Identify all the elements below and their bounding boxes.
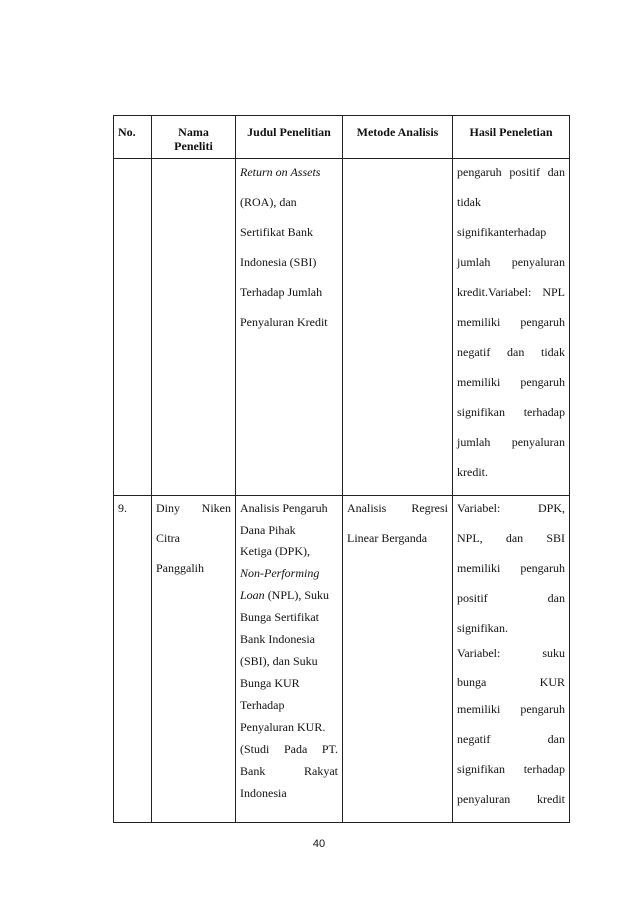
- text-line: [457, 195, 565, 225]
- text-line: [457, 762, 565, 792]
- text-line: [240, 764, 338, 786]
- text-line: [457, 165, 565, 195]
- text-line: [457, 315, 565, 345]
- text-line: [240, 588, 338, 610]
- text-line: [457, 435, 565, 465]
- word: memiliki: [457, 701, 501, 716]
- word: Rakyat: [304, 763, 338, 778]
- word: terhadap: [523, 761, 565, 776]
- cell-judul: [236, 158, 343, 495]
- word: jumlah: [457, 254, 491, 269]
- page-number: 40: [312, 838, 326, 850]
- text-line: Bank Indonesia: [240, 631, 315, 646]
- text-line: [457, 792, 565, 822]
- cell-no: 9.: [114, 495, 152, 822]
- table-header-row: [114, 116, 570, 159]
- text-line: [457, 621, 565, 646]
- word: tidak: [541, 344, 565, 359]
- header-hasil-peneletian: Hasil Peneletian: [453, 116, 570, 159]
- word: (Studi: [240, 741, 270, 756]
- word: memiliki: [457, 314, 501, 329]
- text-line: [156, 501, 231, 531]
- word: dan: [547, 590, 565, 605]
- header-judul-penelitian: Judul Penelitian: [236, 116, 343, 159]
- text-line: [457, 675, 565, 702]
- text-line: Non-Performing: [240, 565, 320, 580]
- word: signifikan: [457, 404, 505, 419]
- text-line: [457, 345, 565, 375]
- hasil-text: [457, 165, 565, 495]
- word: Citra: [156, 530, 180, 545]
- word: Linear Berganda: [347, 530, 428, 545]
- text-line: Ketiga (DPK),: [240, 543, 310, 558]
- text-line: Bunga Sertifikat: [240, 609, 319, 624]
- cell-judul: [236, 495, 343, 822]
- text-line: Indonesia: [240, 785, 287, 800]
- word: dan: [507, 344, 525, 359]
- text-line: Return on Assets: [240, 164, 321, 179]
- word: jumlah: [457, 434, 491, 449]
- word: bunga: [457, 674, 487, 689]
- word: memiliki: [457, 374, 501, 389]
- text-line: Penyaluran KUR.: [240, 719, 326, 734]
- header-metode-analisis: Metode Analisis: [343, 116, 453, 159]
- cell-nama: [152, 158, 236, 495]
- word: dan: [547, 164, 565, 179]
- text-line: Penyaluran Kredit: [240, 314, 328, 329]
- word: pengaruh: [520, 560, 565, 575]
- word: Variabel:: [457, 645, 501, 660]
- word: kredit.Variabel:: [457, 284, 532, 299]
- word: Variabel:: [457, 500, 501, 515]
- word: penyaluran: [457, 791, 511, 806]
- word: memiliki: [457, 560, 501, 575]
- word: NPL,: [457, 530, 483, 545]
- nama-text: [156, 501, 231, 591]
- table-row-continuation: [114, 158, 570, 495]
- word: KUR: [539, 674, 565, 689]
- word: Pada: [283, 741, 308, 756]
- word: Regresi: [411, 500, 448, 515]
- cell-hasil: [453, 495, 570, 822]
- text-line: Dana Pihak: [240, 522, 296, 537]
- text-line: [240, 742, 338, 764]
- cell-hasil: [453, 158, 570, 495]
- word: positif: [457, 590, 488, 605]
- text-line: [457, 375, 565, 405]
- text-rest: (NPL), Suku: [264, 587, 330, 602]
- word: Niken: [201, 500, 231, 515]
- text-line: [457, 501, 565, 531]
- judul-text: [240, 165, 338, 345]
- word: pengaruh: [457, 164, 502, 179]
- text-line: [457, 255, 565, 285]
- word: signifikan.: [457, 620, 508, 635]
- text-line: Analisis Pengaruh: [240, 500, 328, 515]
- text-line: [457, 225, 565, 255]
- text-line: Indonesia (SBI): [240, 254, 317, 269]
- word: negatif: [457, 731, 491, 746]
- word: Diny: [156, 500, 180, 515]
- research-table: [113, 115, 570, 823]
- word: Bank: [240, 763, 266, 778]
- word: positif: [509, 164, 540, 179]
- text-line: [457, 646, 565, 675]
- text-line: [347, 501, 448, 531]
- hasil-text: [457, 501, 565, 822]
- research-table-container: [113, 115, 569, 823]
- metode-text: [347, 501, 448, 561]
- text-line: (SBI), dan Suku: [240, 653, 318, 668]
- word: penyaluran: [511, 434, 565, 449]
- text-line: [156, 561, 231, 591]
- text-line: [457, 531, 565, 561]
- text-line: [347, 531, 448, 561]
- word: signifikan: [457, 761, 505, 776]
- word: negatif: [457, 344, 491, 359]
- text-line: [156, 531, 231, 561]
- text-line: [457, 591, 565, 621]
- text-line: [457, 561, 565, 591]
- word: PT.: [321, 741, 338, 756]
- word: dan: [505, 530, 524, 545]
- word: SBI: [546, 530, 565, 545]
- cell-nama: [152, 495, 236, 822]
- judul-text: [240, 501, 338, 808]
- table-row-9: [114, 495, 570, 822]
- text-line: [457, 285, 565, 315]
- header-nama-peneliti: [152, 116, 236, 159]
- word: penyaluran: [511, 254, 565, 269]
- text-line: Terhadap Jumlah: [240, 284, 323, 299]
- word: Analisis: [347, 500, 387, 515]
- word: kredit.: [457, 464, 488, 479]
- word: pengaruh: [520, 701, 565, 716]
- text-line: Sertifikat Bank: [240, 224, 313, 239]
- word: suku: [542, 645, 565, 660]
- word: kredit: [537, 791, 565, 806]
- header-no: No.: [114, 116, 152, 159]
- word: signifikanterhadap: [457, 224, 547, 239]
- word: NPL: [542, 284, 565, 299]
- text-line: Bunga KUR: [240, 675, 300, 690]
- text-line: [457, 465, 565, 495]
- cell-metode: [343, 495, 453, 822]
- italic-word: Loan: [240, 587, 265, 602]
- word: tidak: [457, 194, 481, 209]
- word: dan: [547, 731, 565, 746]
- word: pengaruh: [520, 374, 565, 389]
- word: Panggalih: [156, 560, 204, 575]
- text-line: (ROA), dan: [240, 194, 297, 209]
- header-nama-line-1: Nama: [178, 125, 209, 139]
- cell-no: [114, 158, 152, 495]
- text-line: [457, 702, 565, 732]
- text-line: Terhadap: [240, 697, 285, 712]
- word: DPK,: [537, 500, 565, 515]
- word: pengaruh: [520, 314, 565, 329]
- text-line: [457, 732, 565, 762]
- text-line: [457, 405, 565, 435]
- header-nama-line-2: Peneliti: [174, 139, 213, 154]
- word: terhadap: [523, 404, 565, 419]
- cell-metode: [343, 158, 453, 495]
